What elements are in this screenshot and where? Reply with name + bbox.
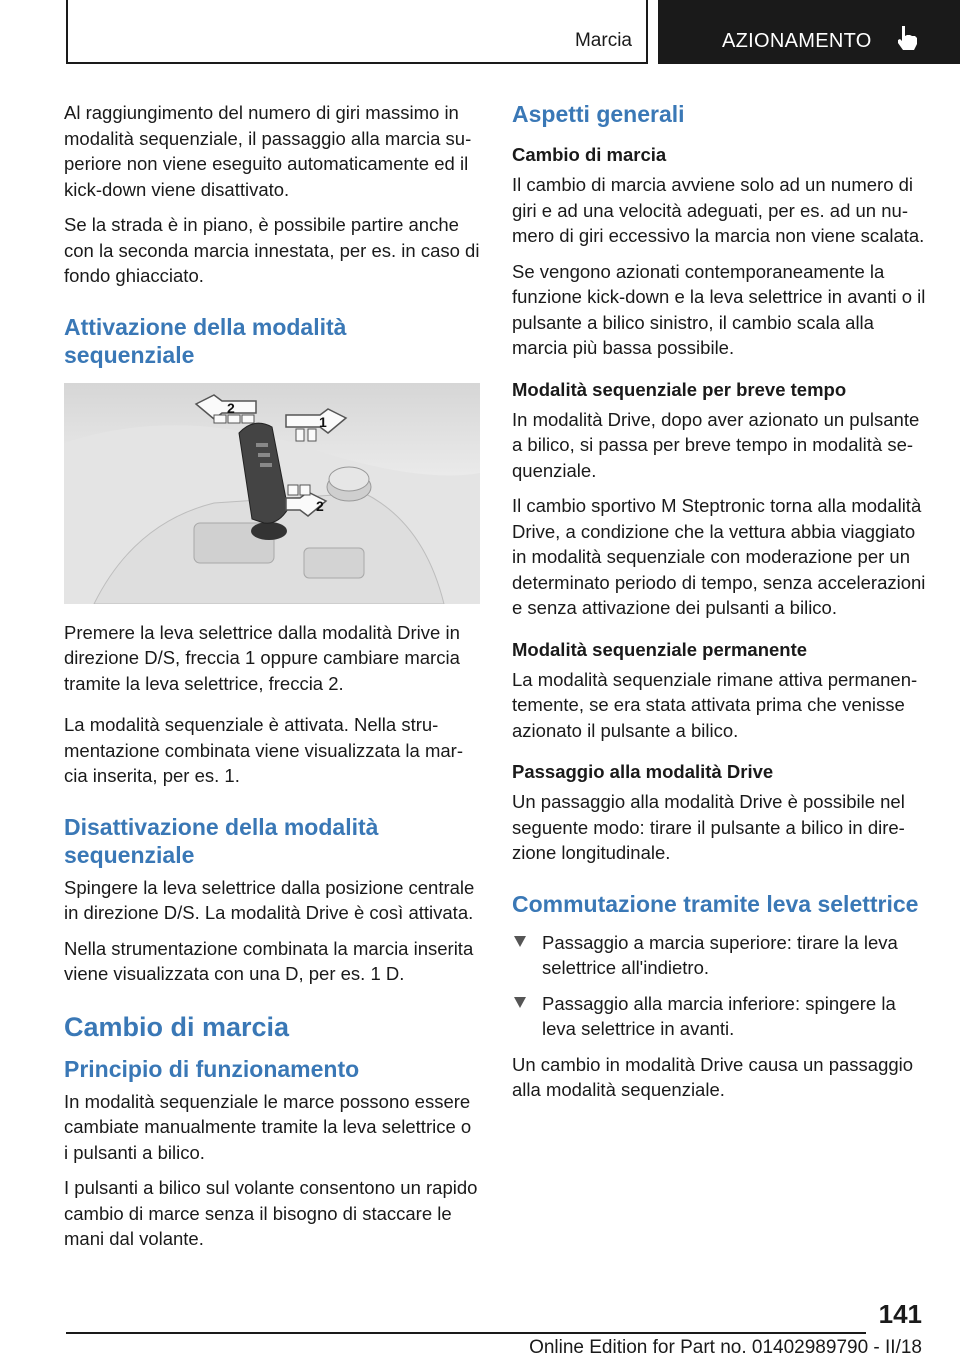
paragraph: Un cambio in modalità Drive causa un passaggio alla modalità sequenziale. [512, 1053, 914, 1100]
paragraph: In modalità Drive, dopo aver azionato un pulsante a bilico, si passa per breve tempo in modalità sequenziale. [512, 408, 920, 481]
paragraph: La modalità sequenziale è attivata. Nella strumentazione combinata viene visualizzata la marcia inserita, per es. 1. [64, 714, 463, 786]
triangle-bullet-icon [514, 997, 526, 1008]
header-section-title: Marcia [574, 30, 632, 51]
footer-divider [66, 1332, 866, 1334]
right-column [512, 100, 932, 1113]
gear-selector-drawing [64, 383, 480, 604]
paragraph: Un passaggio alla modalità Drive è possibile nel seguente modo: tirare il pulsante a bilico in direzione longitudinale. [512, 791, 905, 863]
paragraph: Premere la leva selettrice dalla modalità Drive in direzione D/S, freccia 1 oppure cambiare marcia tramite la leva selettrice, freccia 2. [64, 621, 460, 694]
paragraph: Nella strumentazione combinata la marcia inserita viene visualizzata con una D, per es. 1 D. [64, 937, 474, 984]
left-column [64, 100, 480, 1262]
header-section-box [66, 0, 648, 64]
header-chapter-title: AZIONAMENTO [722, 30, 872, 52]
list-item [512, 991, 932, 1042]
section-heading: Principio di funzionamento [64, 1055, 360, 1082]
section-heading: Commutazione tramite leva selettrice [512, 890, 919, 917]
section-heading: Attivazione della modalità sequenziale [64, 313, 347, 368]
paragraph: Il cambio sportivo M Steptronic torna alla modalità Drive, a condizione che la vettura abbia viaggiato in modalità sequenziale con moderazione per un determinato periodo di tempo, senza accelerazioni e senza attivazione dei pulsanti a bilico. [512, 495, 926, 618]
bullet-list [512, 930, 932, 1042]
paragraph: Se vengono azionati contemporaneamente la funzione kick-down e la leva selettrice in avanti o il pulsante a bilico sinistro, il cambio scala alla marcia più bassa possibile. [512, 260, 926, 358]
paragraph: Spingere la leva selettrice dalla posizione centrale in direzione D/S. La modalità Drive è così attivata. [64, 876, 475, 923]
paragraph: I pulsanti a bilico sul volante consentono un rapido cambio di marce senza il bisogno di staccare le mani dal volante. [64, 1177, 478, 1249]
subheading: Modalità sequenziale permanente [512, 638, 808, 660]
header-chapter-tab [658, 0, 960, 64]
paragraph: Il cambio di marcia avviene solo ad un numero di giri e ad una velocità adeguati, per es. ad un numero di giri eccessivo la marcia non viene scalata. [512, 174, 925, 246]
section-heading: Aspetti generali [512, 101, 685, 127]
subheading: Passaggio alla modalità Drive [512, 761, 774, 782]
subheading: Cambio di marcia [512, 144, 667, 165]
figure-label-2-top: 2 [227, 399, 235, 416]
list-item [512, 930, 932, 981]
gear-selector-illustration [64, 383, 480, 604]
list-item-text: Passaggio alla marcia inferiore: spingere la leva selettrice in avanti. [542, 992, 896, 1039]
figure-label-1: 1 [319, 413, 327, 430]
paragraph: Al raggiungimento del numero di giri massimo in modalità sequenziale, il passaggio alla marcia superiore non viene eseguito automaticamente ed il kick-down viene disattivato. [64, 102, 472, 200]
chapter-heading: Cambio di marcia [64, 1011, 290, 1042]
footer-edition: Online Edition for Part no. 01402989790 - II/18 [529, 1337, 922, 1358]
subheading: Modalità sequenziale per breve tempo [512, 378, 847, 400]
figure-label-2-bottom: 2 [316, 497, 324, 514]
paragraph: La modalità sequenziale rimane attiva permanentemente, se era stata attivata prima che venisse azionato il pulsante a bilico. [512, 668, 918, 741]
paragraph: In modalità sequenziale le marce possono essere cambiate manualmente tramite la leva selettrice o i pulsanti a bilico. [64, 1090, 472, 1163]
paragraph: Se la strada è in piano, è possibile partire anche con la seconda marcia innestata, per es. in caso di fondo ghiacciato. [64, 214, 480, 286]
triangle-bullet-icon [514, 936, 526, 947]
list-item-text: Passaggio a marcia superiore: tirare la leva selettrice all'indietro. [542, 931, 898, 978]
hand-press-icon [894, 24, 920, 52]
page-number: 141 [878, 1299, 922, 1329]
section-heading: Disattivazione della modalità sequenziale [64, 813, 379, 868]
